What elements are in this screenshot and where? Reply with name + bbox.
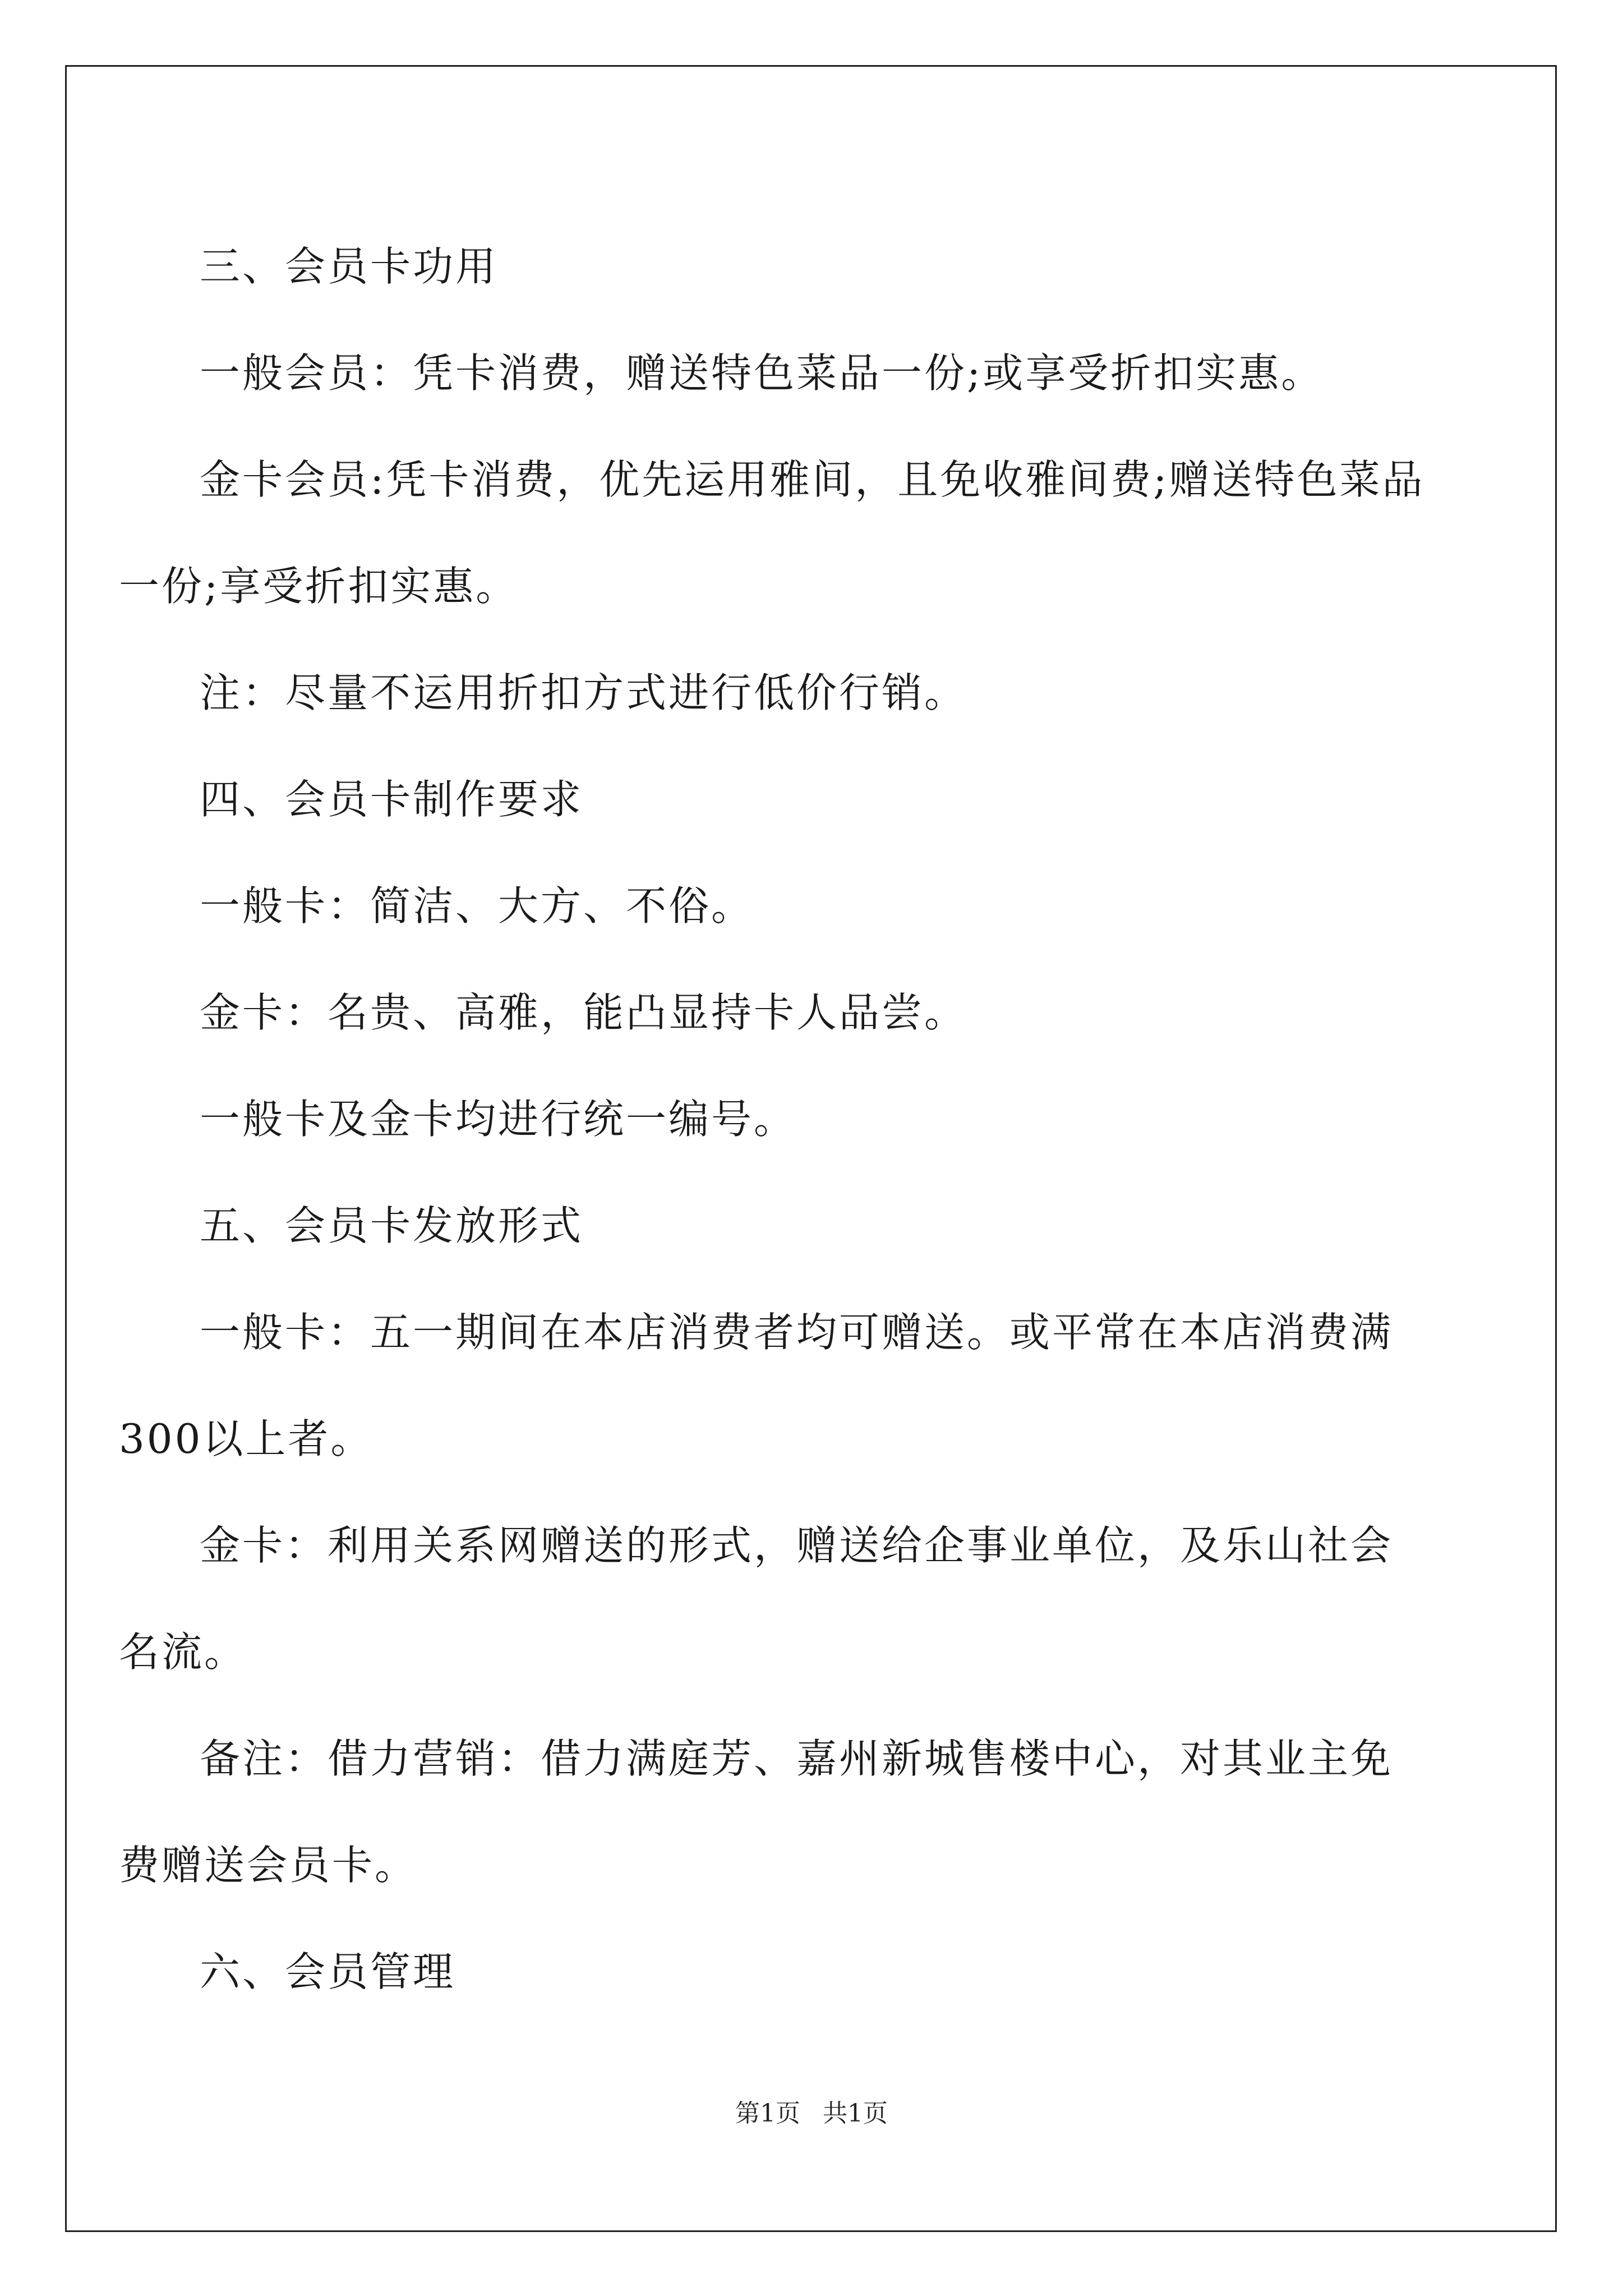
paragraph: 一般卡及金卡均进行统一编号。	[200, 1096, 797, 1143]
page-total: 共1页	[823, 2099, 888, 2128]
section-heading: 三、会员卡功用	[200, 243, 499, 290]
paragraph: 金卡：名贵、高雅，能凸显持卡人品尝。	[200, 989, 967, 1036]
paragraph: 备注：借力营销：借力满庭芳、嘉州新城售楼中心，对其业主免费赠送会员卡。	[119, 1735, 1394, 1889]
page-footer	[0, 2097, 1623, 2131]
paragraph: 金卡会员:凭卡消费，优先运用雅间，且免收雅间费;赠送特色菜品一份;享受折扣实惠。	[119, 456, 1425, 610]
paragraph: 一般卡：简洁、大方、不俗。	[200, 882, 754, 930]
section-heading: 四、会员卡制作要求	[200, 776, 584, 823]
paragraph: 注：尽量不运用折扣方式进行低价行销。	[200, 669, 967, 716]
page-number: 第1页	[735, 2099, 800, 2128]
paragraph: 一般卡：五一期间在本店消费者均可赠送。或平常在本店消费满300以上者。	[119, 1309, 1394, 1462]
section-heading: 五、会员卡发放形式	[200, 1202, 584, 1249]
paragraph: 金卡：利用关系网赠送的形式，赠送给企事业单位，及乐山社会名流。	[119, 1522, 1394, 1676]
section-heading: 六、会员管理	[200, 1948, 456, 1995]
paragraph: 一般会员：凭卡消费，赠送特色菜品一份;或享受折扣实惠。	[200, 349, 1324, 397]
document-body	[119, 213, 1433, 2025]
